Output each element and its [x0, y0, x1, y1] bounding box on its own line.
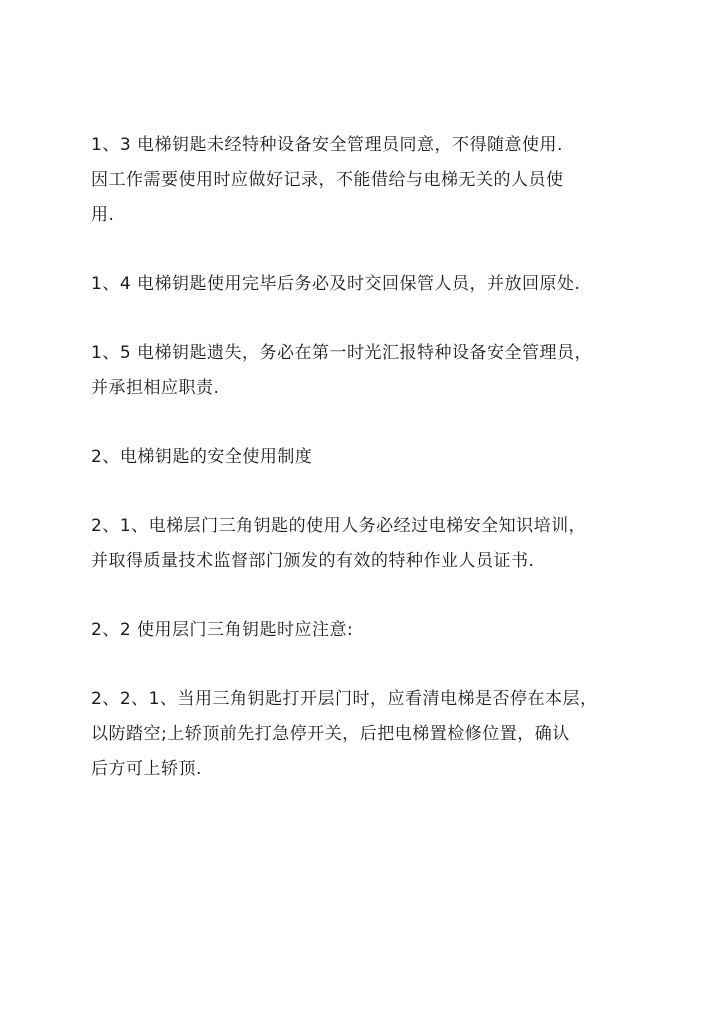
paragraph-2-1 [91, 509, 651, 579]
text-line: 2、2 使用层门三角钥匙时应注意: [91, 620, 354, 640]
section-heading-2 [91, 440, 651, 475]
text-line: 用. [91, 205, 115, 225]
text-line: 2、电梯钥匙的安全使用制度 [91, 447, 313, 467]
paragraph-1-5 [91, 336, 651, 406]
text-line: 2、1、电梯层门三角钥匙的使用人务必经过电梯安全知识培训， [91, 516, 587, 536]
paragraph-1-4 [91, 267, 651, 302]
text-line: 1、5 电梯钥匙遗失，务必在第一时光汇报特种设备安全管理员， [91, 343, 593, 363]
document-body [91, 128, 651, 787]
paragraph-2-2 [91, 613, 651, 648]
text-line: 1、3 电梯钥匙未经特种设备安全管理员同意，不得随意使用. [91, 135, 563, 155]
text-line: 1、4 电梯钥匙使用完毕后务必及时交回保管人员，并放回原处. [91, 274, 581, 294]
paragraph-1-3 [91, 128, 651, 233]
text-line: 并取得质量技术监督部门颁发的有效的特种作业人员证书. [91, 551, 535, 571]
text-line: 2、2、1、当用三角钥匙打开层门时，应看清电梯是否停在本层， [91, 689, 598, 709]
text-line: 因工作需要使用时应做好记录，不能借给与电梯无关的人员使 [91, 170, 564, 190]
paragraph-2-2-1 [91, 682, 651, 787]
text-line: 并承担相应职责. [91, 378, 220, 398]
text-line: 后方可上轿顶. [91, 759, 202, 779]
text-line: 以防踏空;上轿顶前先打急停开关，后把电梯置检修位置，确认 [91, 724, 570, 744]
